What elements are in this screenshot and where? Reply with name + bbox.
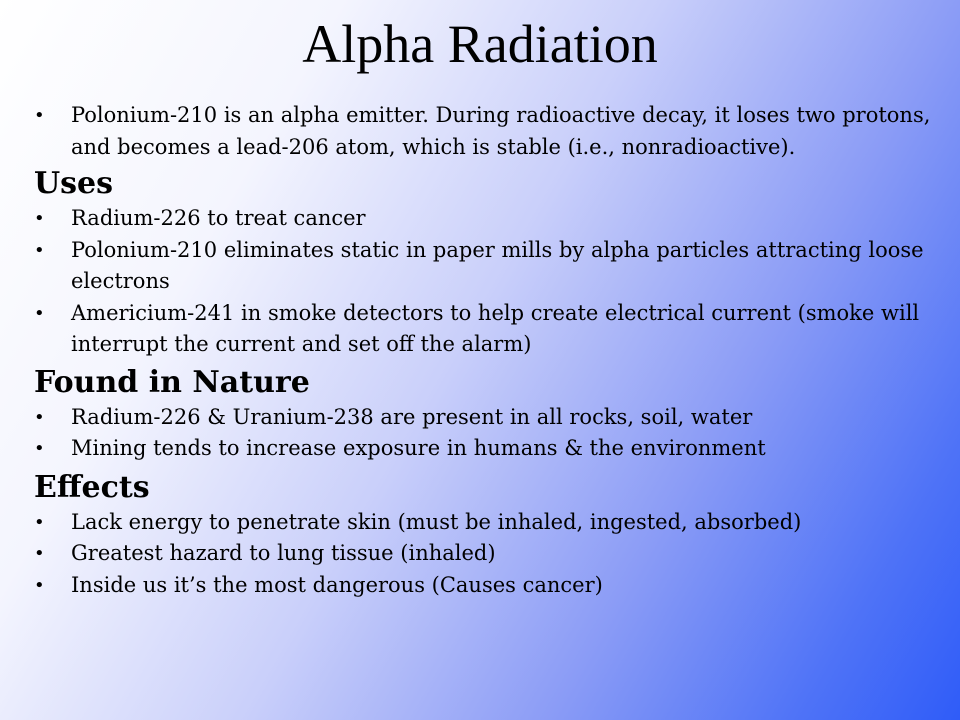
bullet-icon: •: [34, 208, 45, 229]
bullet-text: Radium-226 to treat cancer: [71, 206, 366, 230]
bullet-text: Polonium-210 eliminates static in paper mills by alpha particles attracting loose electrons: [71, 237, 924, 293]
list-item: [34, 433, 934, 465]
bullet-text: Inside us it’s the most dangerous (Causes cancer): [71, 572, 603, 597]
section-heading-nature: Found in Nature: [34, 364, 310, 400]
bullet-text: Americium-241 in smoke detectors to help create electrical current (smoke will interrupt the current and set off the alarm): [71, 300, 920, 356]
slide-content: [34, 100, 934, 601]
bullet-text: Mining tends to increase exposure in humans & the environment: [71, 436, 766, 460]
list-item: [34, 100, 934, 163]
bullet-icon: •: [34, 511, 45, 533]
bullet-icon: •: [34, 105, 45, 126]
section-heading-effects: Effects: [34, 469, 150, 505]
list-item: [34, 570, 934, 602]
list-item: [34, 235, 934, 298]
slide-title: Alpha Radiation: [302, 14, 658, 74]
list-item: [34, 538, 934, 570]
bullet-icon: •: [34, 543, 45, 564]
bullet-text: Lack energy to penetrate skin (must be inhaled, ingested, absorbed): [71, 509, 802, 534]
section-heading-uses: Uses: [34, 166, 114, 201]
list-item: [34, 203, 934, 235]
list-item: [34, 298, 934, 361]
bullet-icon: •: [34, 302, 45, 324]
bullet-icon: •: [34, 239, 45, 261]
bullet-icon: •: [34, 574, 45, 596]
list-item: [34, 507, 934, 539]
bullet-icon: •: [34, 406, 45, 428]
bullet-icon: •: [34, 438, 45, 459]
bullet-text: Radium-226 & Uranium-238 are present in all rocks, soil, water: [71, 404, 753, 429]
list-item: [34, 402, 934, 434]
bullet-text: Polonium-210 is an alpha emitter. During radioactive decay, it loses two protons, and becomes a lead-206 atom, which is stable (i.e., nonradioactive).: [71, 103, 931, 159]
bullet-text: Greatest hazard to lung tissue (inhaled): [71, 541, 496, 565]
